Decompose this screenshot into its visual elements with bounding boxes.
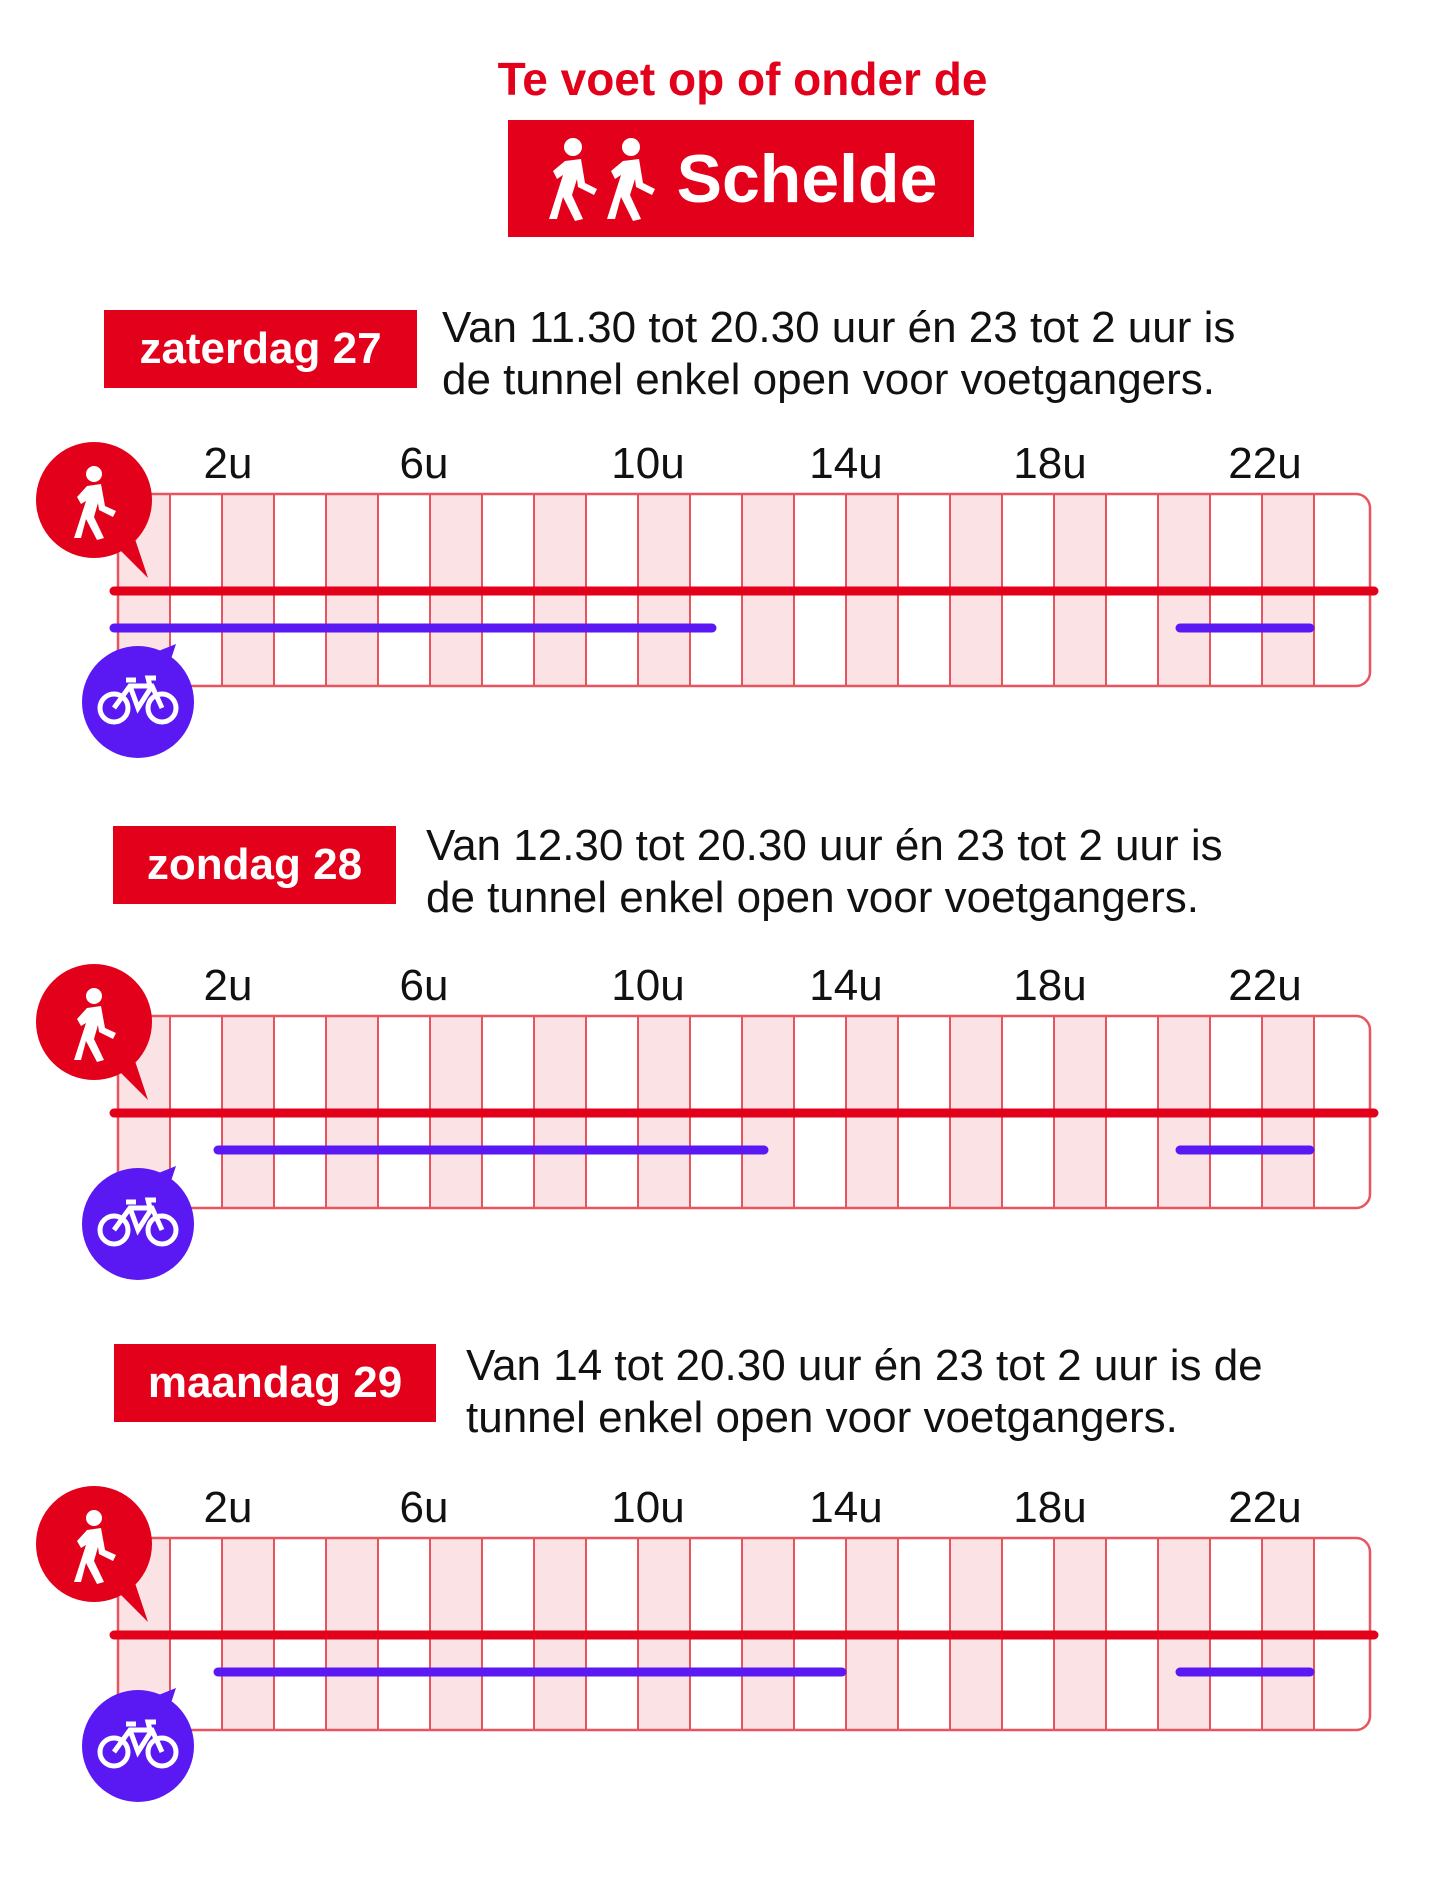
page-title: Te voet op of onder de [497,53,988,105]
day-label-maandag: maandag 29 [114,1344,436,1422]
hour-tick-label: 22u [1228,961,1302,1010]
hour-tick-label: 14u [809,1483,883,1532]
hour-tick-label: 18u [1013,1483,1087,1532]
hour-tick-label: 22u [1228,439,1302,488]
hour-tick-label: 2u [203,439,253,488]
hour-tick-label: 10u [611,961,685,1010]
pedestrian-icon [36,442,152,578]
day-label-zaterdag: zaterdag 27 [104,310,417,388]
pedestrian-icon [36,964,152,1100]
timeline-maandag [0,1484,1440,1814]
schelde-banner [508,120,974,237]
timeline-zondag [0,962,1440,1292]
pedestrian-icon [36,1486,152,1622]
hour-tick-label: 2u [203,961,253,1010]
day-description-zondag: Van 12.30 tot 20.30 uur én 23 tot 2 uur is de tunnel enkel open voor voetgangers. [426,821,1223,922]
day-description-maandag: Van 14 tot 20.30 uur én 23 tot 2 uur is de tunnel enkel open voor voetgangers. [466,1341,1263,1442]
hour-tick-label: 6u [399,1483,449,1532]
day-label-zondag: zondag 28 [113,826,396,904]
hour-tick-label: 10u [611,1483,685,1532]
hour-tick-label: 6u [399,439,449,488]
day-description-zaterdag: Van 11.30 tot 20.30 uur én 23 tot 2 uur is de tunnel enkel open voor voetgangers. [442,303,1236,404]
hour-tick-label: 2u [203,1483,253,1532]
hour-tick-label: 14u [809,961,883,1010]
banner-label: Schelde [676,140,938,217]
timeline-zaterdag [0,440,1440,770]
hour-tick-label: 14u [809,439,883,488]
hour-tick-label: 10u [611,439,685,488]
hour-tick-label: 18u [1013,439,1087,488]
hour-tick-label: 22u [1228,1483,1302,1532]
hour-tick-label: 6u [399,961,449,1010]
hour-tick-label: 18u [1013,961,1087,1010]
two-walkers-icon [545,135,663,223]
